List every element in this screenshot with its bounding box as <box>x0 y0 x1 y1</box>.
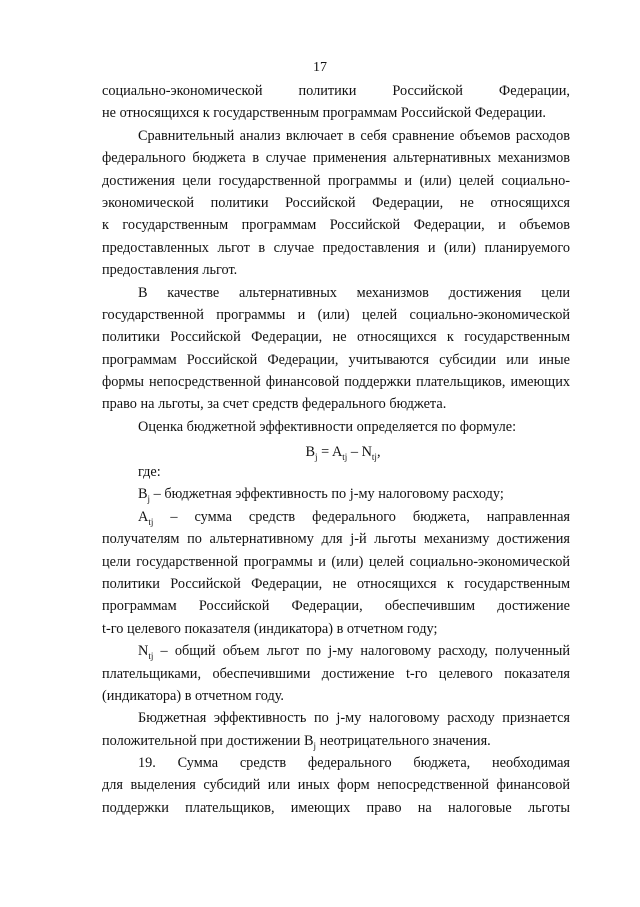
def-n-sub: tj <box>148 650 154 661</box>
def-b-sym: B <box>138 486 148 503</box>
page-number: 17 <box>313 60 327 75</box>
where-label: где: <box>138 464 161 480</box>
text-line: (индикатора) в отчетном году. <box>102 687 285 704</box>
def-n-text: – общий объем льгот по j-му налоговому расходу, полученный <box>153 643 570 660</box>
definition-n <box>102 640 570 662</box>
text-line: В качестве альтернативных механизмов достижения цели <box>138 284 570 301</box>
text-line: для выделения субсидий или иных форм непосредственной финансовой <box>102 777 570 794</box>
text-line: Оценка бюджетной эффективности определяется по формуле: <box>138 418 517 435</box>
text-line: социально-экономической политики Российской Федерации, <box>102 83 570 99</box>
definition-a <box>102 506 570 528</box>
text-line: получателям по альтернативному для j-й льготы механизму достижения <box>102 531 570 548</box>
text-block-end <box>102 752 570 819</box>
text-line: предоставленных льгот в случае предоставления и (или) планируемого <box>102 239 570 256</box>
text-block-definitions <box>102 461 570 819</box>
definition-n-lines <box>102 663 570 730</box>
formula-a-sub: tj <box>342 451 348 462</box>
text-line: 19. Сумма средств федерального бюджета, необходимая <box>138 755 570 772</box>
definition-b <box>102 483 570 505</box>
text-line: федерального бюджета в случае применения альтернативных механизмов <box>102 150 570 167</box>
formula-n: – N <box>347 444 372 460</box>
def-b-sub: j <box>147 494 151 505</box>
formula-b-sub: j <box>315 451 318 462</box>
def-a-sym: A <box>138 508 149 525</box>
formula-a: = A <box>317 444 343 460</box>
last-b-sub: j <box>313 740 317 751</box>
text-line: плательщиками, обеспечившими достижение t-го целевого показателя <box>102 665 570 682</box>
text-line: t-го целевого показателя (индикатора) в отчетном году; <box>102 620 438 637</box>
formula <box>0 444 640 462</box>
text-line: программам Российской Федерации, учитываются субсидии или иные <box>102 351 570 368</box>
text-line: Сравнительный анализ включает в себя сравнение объемов расходов <box>138 127 570 144</box>
text-line: поддержки плательщиков, имеющих право на налоговые льготы <box>102 799 570 816</box>
text-line: не относящихся к государственным программам Российской Федерации. <box>102 105 546 122</box>
formula-n-sub: tj <box>371 451 377 462</box>
last-b-pre: положительной при достижении B <box>102 732 314 749</box>
text-block-top <box>102 80 570 438</box>
text-line: предоставления льгот. <box>102 262 238 279</box>
text-line: право на льготы, за счет средств федерального бюджета. <box>102 396 447 413</box>
text-line: программам Российской Федерации, обеспечившим достижение <box>102 598 570 615</box>
formula-b: B <box>305 444 316 460</box>
text-line: государственной программы и (или) целей социально-экономической <box>102 306 570 323</box>
text-line: Бюджетная эффективность по j-му налоговому расходу признается <box>138 710 570 727</box>
formula-end: , <box>376 444 381 460</box>
text-line: достижения цели государственной программы и (или) целей социально- <box>102 172 570 189</box>
last-b-line <box>102 730 570 752</box>
def-b-text: – бюджетная эффективность по j-му налоговому расходу; <box>150 486 504 503</box>
text-line: политики Российской Федерации, не относящихся к государственным <box>102 329 570 346</box>
def-a-text: – сумма средств федерального бюджета, направленная <box>153 508 570 525</box>
text-line: к государственным программам Российской Федерации, и объемов <box>102 217 570 234</box>
def-n-sym: N <box>138 643 149 660</box>
definition-a-lines <box>102 528 570 640</box>
text-line: политики Российской Федерации, не относящихся к государственным <box>102 575 570 592</box>
text-line: экономической политики Российской Федерации, не относящихся <box>102 194 570 211</box>
def-a-sub: tj <box>148 516 154 527</box>
last-b-post: неотрицательного значения. <box>316 732 491 749</box>
text-line: формы непосредственной финансовой поддержки плательщиков, имеющих <box>102 374 570 391</box>
text-line: цели государственной программы и (или) целей социально-экономической <box>102 553 570 570</box>
